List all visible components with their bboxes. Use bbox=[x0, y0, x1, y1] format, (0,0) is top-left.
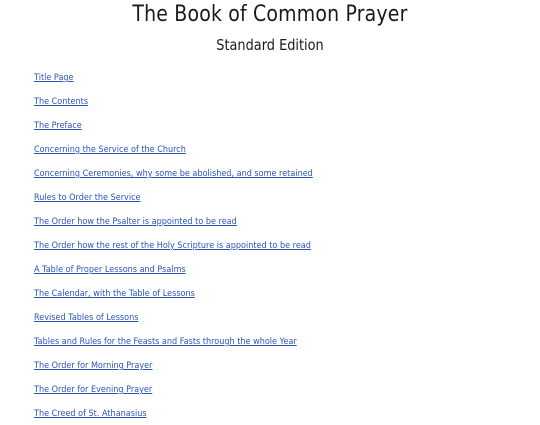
list-item bbox=[34, 329, 344, 353]
list-item bbox=[34, 161, 344, 185]
toc-link-title-page[interactable]: Title Page bbox=[34, 73, 74, 83]
list-item bbox=[34, 281, 344, 305]
toc-link-service-of-church[interactable]: Concerning the Service of the Church bbox=[34, 145, 186, 155]
list-item bbox=[34, 137, 344, 161]
list-item bbox=[34, 401, 344, 425]
list-item bbox=[34, 257, 344, 281]
toc-link-holy-scripture-order[interactable]: The Order how the rest of the Holy Scripture is appointed to be read bbox=[34, 241, 311, 251]
toc-link-contents[interactable]: The Contents bbox=[34, 97, 89, 107]
toc-link-feasts-fasts[interactable]: Tables and Rules for the Feasts and Fasts through the whole Year bbox=[34, 337, 297, 347]
toc-link-proper-lessons-psalms[interactable]: A Table of Proper Lessons and Psalms bbox=[34, 265, 186, 275]
page-title: The Book of Common Prayer bbox=[132, 2, 408, 27]
list-item bbox=[34, 113, 344, 137]
toc-link-morning-prayer[interactable]: The Order for Morning Prayer bbox=[34, 361, 153, 371]
toc-link-revised-tables[interactable]: Revised Tables of Lessons bbox=[34, 313, 139, 323]
toc-link-ceremonies[interactable]: Concerning Ceremonies, why some be abolished, and some retained bbox=[34, 169, 313, 179]
toc-link-calendar[interactable]: The Calendar, with the Table of Lessons bbox=[34, 289, 195, 299]
toc-link-psalter-order[interactable]: The Order how the Psalter is appointed to be read bbox=[34, 217, 237, 227]
page-subtitle: Standard Edition bbox=[216, 36, 324, 54]
list-item bbox=[34, 209, 344, 233]
table-of-contents bbox=[34, 65, 344, 425]
list-item bbox=[34, 305, 344, 329]
toc-link-creed-athanasius[interactable]: The Creed of St. Athanasius bbox=[34, 409, 147, 419]
list-item bbox=[34, 65, 344, 89]
list-item bbox=[34, 89, 344, 113]
list-item bbox=[34, 233, 344, 257]
toc-link-evening-prayer[interactable]: The Order for Evening Prayer bbox=[34, 385, 153, 395]
toc-link-rules-order-service[interactable]: Rules to Order the Service bbox=[34, 193, 141, 203]
toc-link-preface[interactable]: The Preface bbox=[34, 121, 82, 131]
list-item bbox=[34, 185, 344, 209]
list-item bbox=[34, 353, 344, 377]
list-item bbox=[34, 377, 344, 401]
